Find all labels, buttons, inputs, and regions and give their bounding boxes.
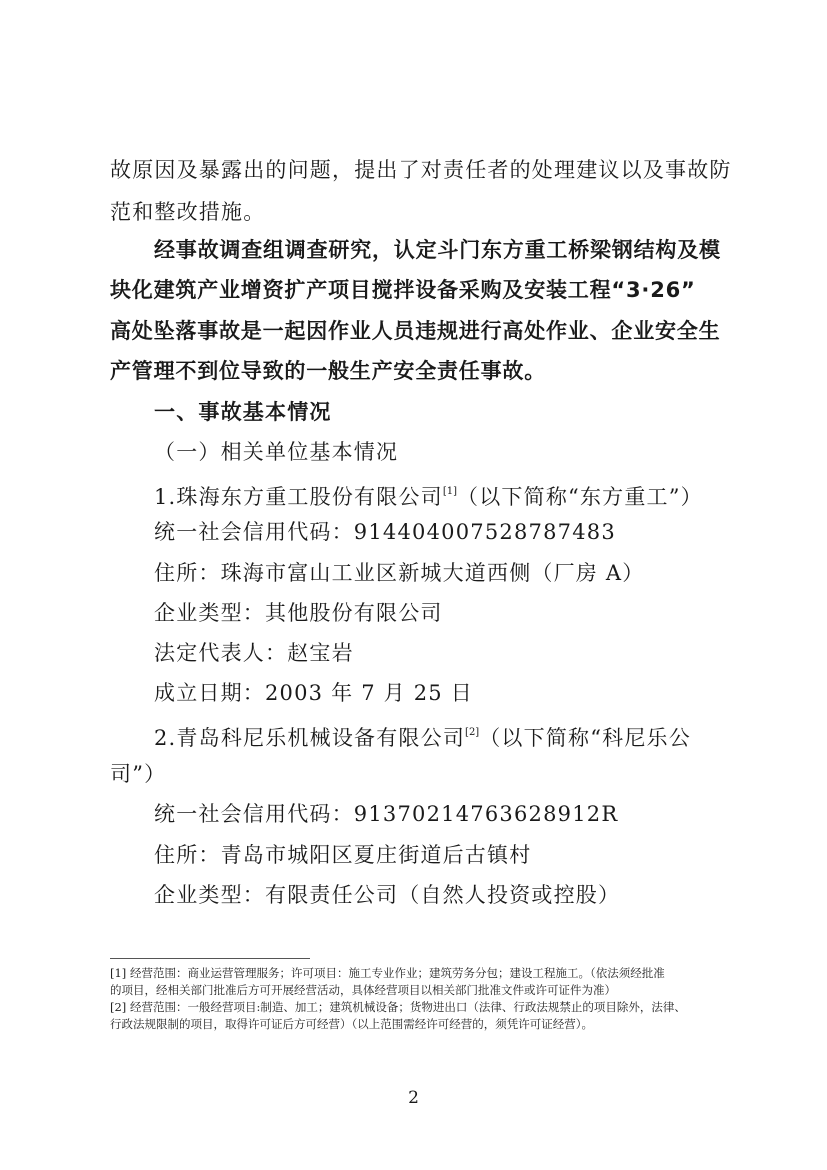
footnote-1-line-1: [1] 经营范围：商业运营管理服务；许可项目：施工专业作业；建筑劳务分包；建设工程施工。（依法须经批准 <box>110 966 665 980</box>
footnote-1-line-2: 的项目，经相关部门批准后方可开展经营活动，具体经营项目以相关部门批准文件或许可证件为准） <box>110 983 616 997</box>
page-number: 2 <box>408 1088 419 1108</box>
company2-title-cont: 司”） <box>110 762 167 786</box>
company2-type: 企业类型：有限责任公司（自然人投资或控股） <box>154 883 621 907</box>
body-line-1: 故原因及暴露出的问题，提出了对责任者的处理建议以及事故防 <box>110 158 732 182</box>
conclusion-line-2: 块化建筑产业增资扩产项目搅拌设备采购及安装工程“3·26” <box>110 278 696 302</box>
company1-alias: （以下简称“东方重工”） <box>457 485 703 509</box>
conclusion-line-1: 经事故调查组调查研究，认定斗门东方重工桥梁钢结构及模 <box>154 238 721 262</box>
company1-name: 1.珠海东方重工股份有限公司 <box>154 485 443 509</box>
section-heading: 一、事故基本情况 <box>154 400 332 424</box>
footnote-2-line-1: [2] 经营范围：一般经营项目:制造、加工；建筑机械设备；货物进出口（法律、行政法规禁止的项目除外，法律、 <box>110 1000 686 1014</box>
company2-address: 住所：青岛市城阳区夏庄街道后古镇村 <box>154 843 532 867</box>
company2-title <box>154 717 730 754</box>
footnote-2-line-2: 行政法规限制的项目，取得许可证后方可经营）（以上范围需经许可经营的，须凭许可证经营）。 <box>110 1017 593 1031</box>
footnote-ref-1[interactable]: [1] <box>442 486 458 497</box>
conclusion-line-3: 高处坠落事故是一起因作业人员违规进行高处作业、企业安全生 <box>110 319 721 343</box>
company2-alias: （以下简称“科尼乐公 <box>479 726 691 750</box>
conclusion-line-4: 产管理不到位导致的一般生产安全责任事故。 <box>110 359 546 383</box>
company2-credit-code: 统一社会信用代码：91370214763628912R <box>154 802 619 826</box>
company1-address: 住所：珠海市富山工业区新城大道西侧（厂房 A） <box>154 561 645 585</box>
body-line-2: 范和整改措施。 <box>110 200 266 224</box>
company1-type: 企业类型：其他股份有限公司 <box>154 601 443 625</box>
company1-legal-rep: 法定代表人：赵宝岩 <box>154 641 354 665</box>
footnote-divider <box>110 958 310 959</box>
company1-title <box>154 476 730 513</box>
company1-founded: 成立日期：2003 年 7 月 25 日 <box>154 681 473 705</box>
company2-name: 2.青岛科尼乐机械设备有限公司 <box>154 726 466 750</box>
company1-credit-code: 统一社会信用代码：914404007528787483 <box>154 520 616 544</box>
subsection-heading: （一）相关单位基本情况 <box>154 440 399 464</box>
footnote-ref-2[interactable]: [2] <box>465 727 480 738</box>
